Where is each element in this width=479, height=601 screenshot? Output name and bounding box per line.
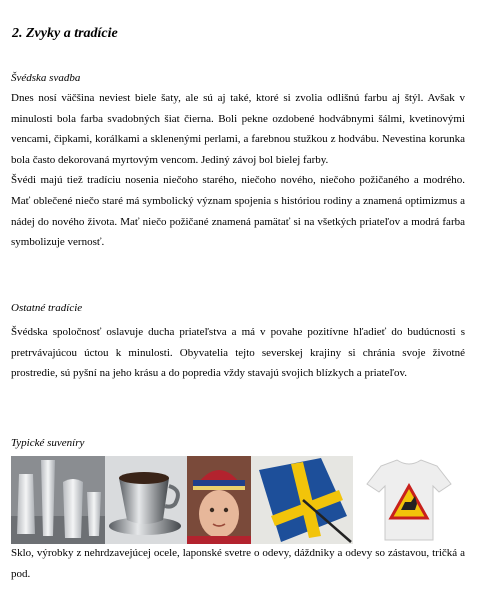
wedding-paragraph-2: Švédi majú tiež tradíciu nosenia niečoho starého, niečoho nového, niečoho požičaného a modrého. Mať oblečené niečo staré má symbolický význam spojenia s históriou rodiny a znamená optimizmus a nádej do nového života. Mať niečo požičané znamená pamätať si na všetkých priateľov a modrá farba symbolizuje vernosť.	[11, 174, 465, 249]
glass-vases-icon	[11, 456, 105, 544]
child-knit-hat-icon	[187, 456, 251, 544]
wedding-text	[11, 88, 465, 253]
other-traditions-text	[11, 322, 465, 384]
subheading-wedding: Švédska svadba	[11, 72, 81, 84]
flag-umbrella-icon	[251, 456, 353, 544]
souvenirs-caption: Sklo, výrobky z nehrdzavejúcej ocele, laponské svetre o odevy, dáždniky a odevy so zástavou, tričká a pod.	[11, 547, 465, 580]
wedding-paragraph-1: Dnes nosí väčšina neviest biele šaty, ale sú aj také, ktoré si zvolia odlišnú farbu aj štýl. Avšak v minulosti bola farba svadobných šiat čierna. Boli pekne ozdobené hodvábnymi šálmi, kvetinovými vencami, čipkami, korálkami a sklenenými perlami, a farebnou stužkou z hodvábu. Nevestina korunka bola často dekorovaná myrtovým vencom. Jediný závoj bol bielej farby.	[11, 92, 465, 166]
section-heading: 2. Zvyky a tradície	[12, 26, 118, 41]
steel-cup-icon	[105, 456, 187, 544]
moose-tshirt-icon	[353, 456, 465, 544]
other-traditions-paragraph: Švédska spoločnosť oslavuje ducha priateľstva a má v povahe pozitívne hľadieť do budúcnosti s pretrvávajúcou úctou k minulosti. Obyvatelia tejto severskej krajiny si chránia svoje životné prostredie, sú pyšní na jeho krásu a do popredia vždy stavajú svojich blízkych a priateľov.	[11, 326, 465, 380]
souvenir-image-strip	[11, 456, 465, 544]
subheading-souvenirs: Typické suveníry	[11, 437, 85, 449]
subheading-other-traditions: Ostatné tradície	[11, 302, 83, 314]
